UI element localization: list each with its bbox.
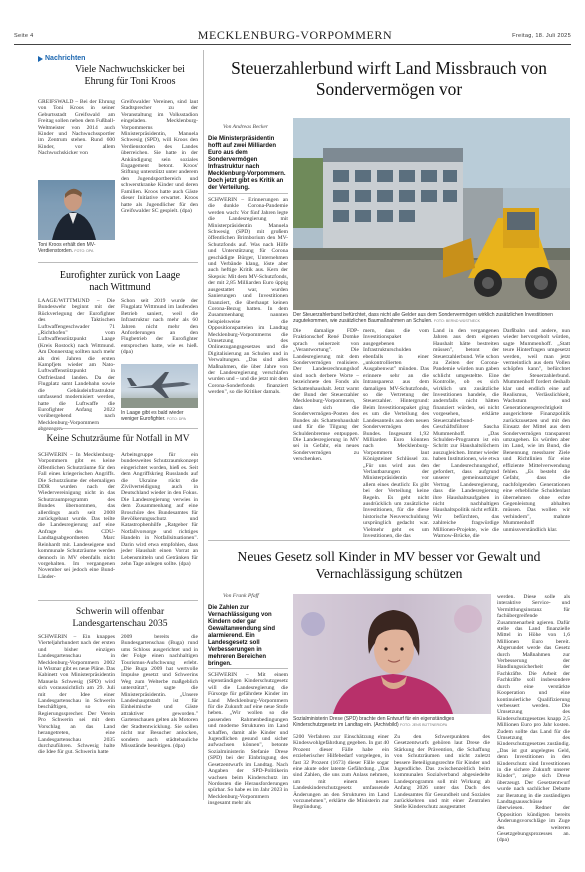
eurofighter-text-col1: LAAGE/WITTMUND – Die Bundeswehr beginnt mit der Rückverlegung der Eurofighter des Taktischen Luftwaffengeschwader 71 „Richthofen" vom Luftwaffenstützpunkt Laage (Kreis Rostock) nach Wittmund. Am Donnerstag sollten nach mehr als drei Jahren die ersten Kampfjets wieder am Nato-Luftwaffenstützpunkt in Ostfriesland landen. Da der Flugplatz samt Landebahn sowie die Gebäudeinfrastruktur umfassend modernisiert werden, hatte die Luftwaffe die Eurofighter Anfang 2022 vorübergehend nach Mecklenburg-Vorpommern abgezogen. (38, 298, 115, 433)
main-text-col1: SCHWERIN – Erinnerungen an die dunkle Corona-Pandemie werden wach: Vor fünf Jahren legte die Landesregierung mit Ministerpräsidentin Manuela Schwesig (SPD) mit großem öffentlichen Brimborium den MV-Schutzfonds auf. Was nach Hilfe und Unterstützung für Corona geschädigte Bürger, Unternehmen und Verbände klang, löste aber auch heftige Kritik aus. Kern der Skepsis: Mit dem MV-Schutzfonds, der mit 2,85 Milliarden Euro üppig ausgestattet war, wurden Sanierungen und Investitionen finanziert, die überhaupt keinen Corona-Bezug hatten. In dem Zusammenhang nannten beispielsweise die Oppositionsparteien im Landtag Mecklenburg-Vorpommerns die Umsetzung des Onlinezugangsgesetzes und die Digitalisierung an Schulen und in Verwaltungen. „Das sind alles Maßnahmen, die über Jahre von der Landesregierung verschlafen wurden und – und die jetzt mit dem Corona-Sonderfonds finanziert werden", so die Kritiker damals. (208, 197, 288, 396)
notfall-text-col2: Arbeitsgruppe für ein bundesweites Schutzraumkonzept eingerichtet worden, hieß es. Seit dem Angriffskrieg Russlands auf die Ukraine rückt die Zivilverteidigung auch in Deutschland wieder in den Fokus. Die Landesregierung verwies in dem Zusammenhang auf eine Broschüre des Bundesamtes für Bevölkerungsschutz und Katastrophenhilfe „Ratgeber für Notfallvorsorge und richtiges Handeln in Notfallsituationen". Darin wird etwa empfohlen, dass jeder Haushalt einen Vorrat an Lebensmitteln und Getränken für zehn Tage anlegen sollte. (dpa) (121, 452, 198, 567)
main-text-col5: Darßbahn und andere, nun wieder hervorgeholt würden, sagte Mummenhoff. „Statt teure Hinterfragen umgesetzt werden, weil man jetzt vermeintlich aus dem Vollen schöpfen kann", befürchtet der Steuerzahlerbund. Mummenhoff fordert deshalb klar und endlich eine auf Realismus, Verlässlichkeit, Wachstum und Generationengerechtigkeit ausgerichtete Finanzpolitik zurückzusetzen und mit den Einsatz der Mittel aus dem Sondervermögen transparent umzugehen. Es würden aber im Land, wie im Bund, die Benennung messbarer Ziele und Richtlinien für eine effiziente Mittelverwendung fehlen. „Es besteht die Gefahr, dass die nachfolgenden Generationen eine erhebliche Schuldenlast übernehmen ohne echte Gegenleistung abhalten müssen. Das wollen wir verhindern", mahnte Mummenhoff unmissverständlich klar. (503, 328, 570, 533)
main-photo-caption-text: Der Steuerzahlerbund befürchtet, dass nicht alle Gelder aus dem Sondervermögen wirklich zusätzlichen Investitionen zugutekommen, wie zusätzlichen Baumaßnahmen an Schulen. (293, 312, 553, 324)
page-number: Seite 4 (14, 33, 34, 39)
section-title: MECKLENBURG-VORPOMMERN (197, 28, 393, 42)
kroos-caption-credit: FOTO: DPA (74, 249, 94, 253)
eurofighter-text-col2: Schon seit 2019 wurde der Flugplatz Wittmund im laufenden Betrieb saniert, weil die Infrastruktur nach mehr als 60 Jahren nicht mehr den Anforderungen an den Flugbetrieb der Eurofighter entsprochen hatte, wie es hieß. (dpa) (121, 298, 198, 356)
eurofighter-caption-credit: FOTO: DPA (166, 417, 186, 421)
second-text-col3: Zu den Schwerpunkten des Gesetzentwurfs gehören laut Drese die Stärkung der Prävention, die Schaffung von Schutzräumen und nicht zuletzt bessere Beteiligungsrechte für Kinder und Jugendliche. Das zwischenzeitlich beim kommunalen Sozialverband abgesiedelte Landesprogramm soll mit Wirkung ab Anfang 2026 unter das Dach des Landesamtes für Gesundheit und Soziales zurückkehren und mit einer Zentralen Stelle Kinderschutz ausgestattet (394, 734, 490, 811)
kroos-figure (38, 180, 115, 240)
main-text-col2: Die damalige FDP-Fraktionschef René Domke sprach seinerzeit von „Verantwortung". Die Landesregierung mit dem Sondervermögen realisiere. Der Landesrechnungshof sind noch derbere Worte – bezeichnete den Fonds als Schattenhaushalt. Jetzt warnt der Bund der Steuerzahler Mecklenburg-Vorpommern, dass sich die Sondervermögen-Posten des Bundes als Schattenhaushalt und für die Tilgung der Schuldenbremse entpuppen. Die Landesregierung in MV sei in Gefahr, ein neues Sondervermögen zu verschenken. (293, 328, 359, 463)
sidebar-divider (203, 50, 204, 800)
eurofighter-caption-text: In Laage gibt es bald wieder weniger Eurofighter. (121, 410, 184, 422)
eurofighter-headline: Eurofighter zurück von Laage nach Wittmund (59, 270, 181, 293)
kroos-photo (38, 180, 115, 240)
main-text-col4: Land in den vergangenen Jahren aus dem eigenen Haushalt hätte bestreiten müssen", betont der Steuerzahlerbund. Wie schon zu Zeiten der Corona-Pandemie würden nun gaben schlicht umgesteltte. Eine Kontrolle, ob es sich wirklich um zusätzliche Investitionen handele, die andernfalls nicht hätten finanziert würden, sei nicht vorgesehen, erklärte Steuerzahlerbund-Geschäftsführer Sascha Mummenhoff. „Das Schulden-Programm ist ein Schritt zur Haushaltslöchern auszugleichen. Immer wieder haben Institutionen, wie etwa der Landesrechnungshof, gefordert, dass aufgrund unserer gemeinsamziger Vertrag Landesregierung, dass die Landesregierung ihre Haushaltsaufgaben in nicht nachhaltigen Haushaltspolitik nicht erfüllt. Wir befürchten, das zahlreiche fragwürdige Millionen-Projekte, wie die Warnow-Brücke, die (433, 328, 500, 539)
main-headline: Steuerzahlerbund wirft Land Missbrauch von Sondervermögen vor (231, 58, 547, 99)
second-text-col1: SCHWERIN – Mit einem eigenständigen Kinderschutzgesetz will die Landesregierung die Fürsorge für gefährdete Kinder im Land Mecklenburg-Vorpommern für die Zukunft auf eine neue Stufe heben. „Wir wollen so die passenden Rahmenbedingungen und moderne Strukturen im Land schaffen, damit alle Kinder und Jugendlichen gesund und sicher aufwachsen können", betonte Sozialministerin Stefanie Drese (SPD) bei der Einbringung des Gesetzentwurfs im Landtag. Nach Angaben der SPD-Politikerin wachsen beim Kinderschutz im Nordosten die Herausforderungen spürbar. So habe es im Jahr 2023 in Mecklenburg-Vorpommern insgesamt mehr als (208, 672, 288, 807)
second-author: Von Frank Pfaff (223, 593, 259, 599)
second-lead: Die Zahlen zur Vernachlässigung von Kindern oder gar Gewaltanwendung sind alarmierend. Ein Landesgesetz soll Verbesserungen in mehreren Bereichen bringen. (208, 605, 276, 667)
landesgartenschau-text-col2: 2009 bereits die Bundesgartenschau (Buga) rund ums Schloss ausgerichtet und in der Folge einen nachhaltigen Tourismus-Aufschwung erlebt. „Die Buga 2009 hat wertvolle Impulse gesetzt und Schwerins Weg zum Welterbe maßgeblich unterstützt", sagte die Ministerpräsidentin. „Unsere Landeshauptstadt ist für Einheimische und Gäste attraktiver geworden." Gartenschauen gelten als Motoren der Stadtentwicklung. Sie sollen nicht nur Besucher anlocken, sondern auch städtebauliche Missstände beseitigen. (dpa) (121, 634, 198, 749)
notfall-text-col1: SCHWERIN – In Mecklenburg-Vorpommern gibt es keine öffentlichen Schutzräume für den Fall eines kriegerischen Angriffs. Die Schutzräume der ehemaligen DDR wurden nach der Wiedervereinigung nicht in das Schutzraumprogramm des Bundes übernommen, das allerdings auch seit 2008 zurückgebaut wurde. Das teilte die Landesregierung auf eine Anfrage des CDU-Landtagsabgeordneten Marc Reinhardt mit. Landeseigene und kommunale Schutzräume werden dennoch in MV ebenfalls nicht vorgehalten. Im vergangenen November sei jedoch eine Bund-Länder- (38, 452, 115, 580)
kroos-headline: Viele Nachwuchskicker bei Ehrung für Toni Kroos (75, 64, 185, 87)
main-lead: Die Ministerpräsidentin hofft auf zwei Milliarden Euro aus dem Sondervermögen Infrastruktur nach Mecklenburg-Vorpommern. Doch jetzt gibt es Kritik an der Verteilung. (208, 136, 286, 191)
kroos-caption-text: Toni Kroos erhält den MV-Verdienstorden. (38, 242, 96, 254)
second-text-col4: werden. Diese solle als interaktive Service- und Vermittlungsinstanz für fachübergreifende Zusammenarbeit agieren. Dafür stelle das Land finanzielle Mittel in Höhe von 1,6 Millionen Euro bereit. Abgerundet werde das Gesetz durch Maßnahmen zur Verbesserung der Handlungssicherheit der Fachkräfte. Die Arbeit der Fachkräfte soll insbesondere durch eine verstärkte Kooperation und eine kontinuierliche Qualifizierung verbessert werden. Die Umsetzung des Kinderschutzgesetzes knapp 2,5 Millionen Euro pro Jahr kosten. Zudem sollte das Land für die Umsetzung des Kinderschutzgesetzes zuständig. „Das ist gut angelegtes Geld, denn Investitionen in den Kinderschutz sind Investitionen in die sichere Zukunft unserer Kinder", zeigte sich Drese überzeugt. Der Gesetzentwurf wurde nach sachlicher Debatte zur Beratung in die zuständigen Landtagsausschüsse überwiesen. Redner der Opposition kündigten bereits Änderungsvorschläge im Zuge des weiteren Gesetzgebungsprozesses an. (dpa) (497, 594, 570, 844)
drese-photo (293, 594, 491, 714)
header-rule (14, 44, 571, 45)
divider-3 (38, 600, 198, 601)
main-text-col3: mern, dass die vom Investitionspaket ausgegebenen Infrastrukturschulden ebenfalls in einer „unkontrollierten Ausgabenwut" münden. Das erinnere sehr an die Intransparenz aus dem damaligen MV-Schutzfonds, so die Vertretung der Steuerzahler. Hintergrund: Beim Investitionspaket ging es um die Verteilung des Landesanteils aus dem neuen Sondervermögen des Bundes. Insgesamt 1,92 Milliarden Euro könnten nach Mecklenburg-Vorpommern laut Königsteiner Schlüssel zu. „Für uns wird aus den Verlautbarungen der Ministerpräsidentin vor allem eines deutlich: Es gibt bei der Verteilung keine Regeln. Es geht nicht ausdrücklich um zusätzliche Investitionen, für die diese historische Neuverschuldung ursprünglich gedacht war. Vielmehr geht es um Investitionen, die das (363, 328, 429, 539)
main-photo-credit: FOTO: BERND WÜSTNECK (433, 319, 480, 323)
construction-site-photo (293, 118, 570, 310)
main-photo-caption (293, 312, 570, 325)
jet-icon (121, 364, 198, 408)
issue-date: Freitag, 18. Juli 2025 (512, 33, 571, 39)
news-arrow-icon (38, 56, 43, 62)
main-author: Von Andreas Becker (223, 124, 269, 130)
eurofighter-caption (121, 410, 198, 423)
drese-caption (293, 716, 491, 730)
drese-caption-text: Sozialministerin Drese (SPD) brachte den Entwurf für ein eigenständiges Kinderschutzgesetz im Landtag ein. (Archivbild) (293, 716, 455, 728)
nachrichten-label (38, 54, 85, 63)
notfall-headline: Keine Schutzräume für Notfall in MV (46, 434, 190, 444)
main-photo (293, 118, 570, 310)
kroos-text-col2: Greifswalder Vereinen, sind laut Stadtsprecher zu der Veranstaltung im Volksstadion eingeladen. Mecklenburg-Vorpommerns Ministerpräsidentin, Manuela Schwesig (SPD), will Kroos den Verdienstorden des Landes überreichen. Sie hatte in der Ankündigung sein soziales Engagement betont. Kroos' Stiftung unterstützt unter anderem den Jugendsportbereich und schwerstkranke Kinder und deren Familien. Kroos hatte auch Gäste dieser Initiative erwartet. Kroos hatte als Jugendlicher für den Greifswalder SC gespielt. (dpa) (121, 99, 198, 214)
second-text-col2: 5200 Verfahren zur Einschätzung einer Kindeswohlgefährdung gegeben. In gut 40 Prozent dieser Fälle habe ein erzieherischer Hilfebedarf vorgelegen, in fast 32 Prozent (1673) dieser Fälle sogar eine akute oder latente Gefährdung. „Das sind Zahlen, die uns zum Anlass nehmen, um mit einem neuen Landeskinderschutzgesetz umfassende Änderungen an den Strukturen im Land vorzunehmen", erklärte die Ministerin zur Begründung. (293, 734, 389, 811)
kroos-text-col1: GREIFSWALD – Bei der Ehrung von Toni Kroos in seiner Geburtsstadt Greifswald am Freitag sollen neben dem Fußball-Weltmeister von 2014 auch Kinder und Nachwuchssportler im Zentrum stehen. Rund 600 Kinder, vor allem Nachwuchskicker von (38, 99, 115, 157)
drese-portrait (293, 594, 491, 714)
kroos-caption (38, 242, 115, 256)
divider-main (208, 540, 570, 541)
drese-caption-credit: FOTO: JENS BÜTTNER/DPA (400, 723, 448, 727)
eurofighter-photo (121, 364, 198, 408)
nachrichten-text: Nachrichten (45, 55, 86, 62)
divider-2 (38, 428, 198, 429)
landesgartenschau-headline: Schwerin will offenbar Landesgartenschau 2035 (72, 606, 168, 629)
landesgartenschau-text-col1: SCHWERIN – Ein knappes Vierteljahrhundert nach der ersten und bisher einzigen Landesgartenschau in Mecklenburg-Vorpommern 2002 in Wismar gibt es neue Pläne. Das Kabinett von Ministerpräsidentin Manuela Schwesig (SPD) wird sich voraussichtlich am 29. Juli mit der Idee einer Landesgartenschau in Schwerin beschäftigen, so ein Regierungssprecher. Der Verein Pro Schwerin sei mit dem Vorschlag an das Land herangetreten, eine Landesgartenschau 2035 durchzuführen. Schwesig halte die Idee für gut. Schwerin hatte (38, 634, 115, 756)
second-headline: Neues Gesetz soll Kinder in MV besser vor Gewalt und Vernachlässigung schützen (237, 549, 541, 581)
second-lead-rule (208, 668, 288, 669)
divider-1 (38, 262, 198, 263)
main-lead-rule (208, 193, 288, 194)
